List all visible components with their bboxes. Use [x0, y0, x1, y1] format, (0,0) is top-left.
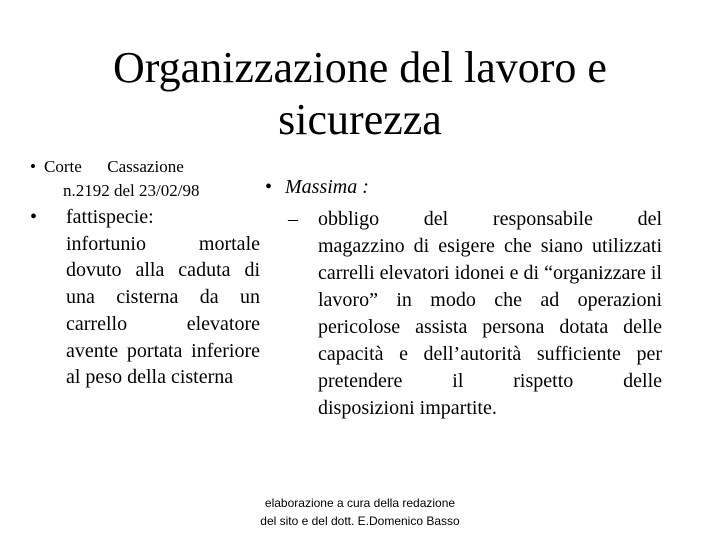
- source-court: Corte Cassazione: [44, 157, 184, 176]
- bullet-icon: •: [30, 206, 38, 228]
- massima-body: magazzino di esigere che siano utilizzati carrelli elevatori idonei e di “organizzare il lavoro” in modo che ad operazioni pericolose assista persona dotata delle capacità e dell’autorità sufficiente per pretendere il rispetto delle: [318, 235, 662, 392]
- bullet-icon: •: [265, 176, 273, 198]
- massima-label: Massima :: [285, 176, 369, 198]
- title-line-2: sicurezza: [278, 95, 442, 144]
- fattispecie-block: [30, 204, 260, 391]
- slide-title: [40, 42, 680, 146]
- dash-icon: –: [288, 208, 298, 230]
- footer-line-2: del sito e del dott. E.Domenico Basso: [260, 514, 460, 528]
- massima-last-line: disposizioni impartite.: [318, 397, 497, 419]
- bullet-icon: •: [30, 157, 36, 176]
- massima-text-block: [288, 206, 662, 422]
- source-reference: [30, 155, 270, 203]
- fattispecie-label: fattispecie:: [66, 206, 154, 228]
- fattispecie-text: infortunio mortale dovuto alla caduta di una cisterna da un carrello elevatore avente portata inferiore al peso della cisterna: [66, 232, 260, 389]
- title-line-1: Organizzazione del lavoro e: [113, 43, 607, 92]
- source-number: n.2192 del 23/02/98: [63, 181, 200, 200]
- footer-line-1: elaborazione a cura della redazione: [264, 496, 456, 510]
- footer-credit: [230, 494, 490, 530]
- massima-heading: [265, 173, 369, 201]
- massima-first-line: obbligo del responsabile del: [318, 208, 662, 230]
